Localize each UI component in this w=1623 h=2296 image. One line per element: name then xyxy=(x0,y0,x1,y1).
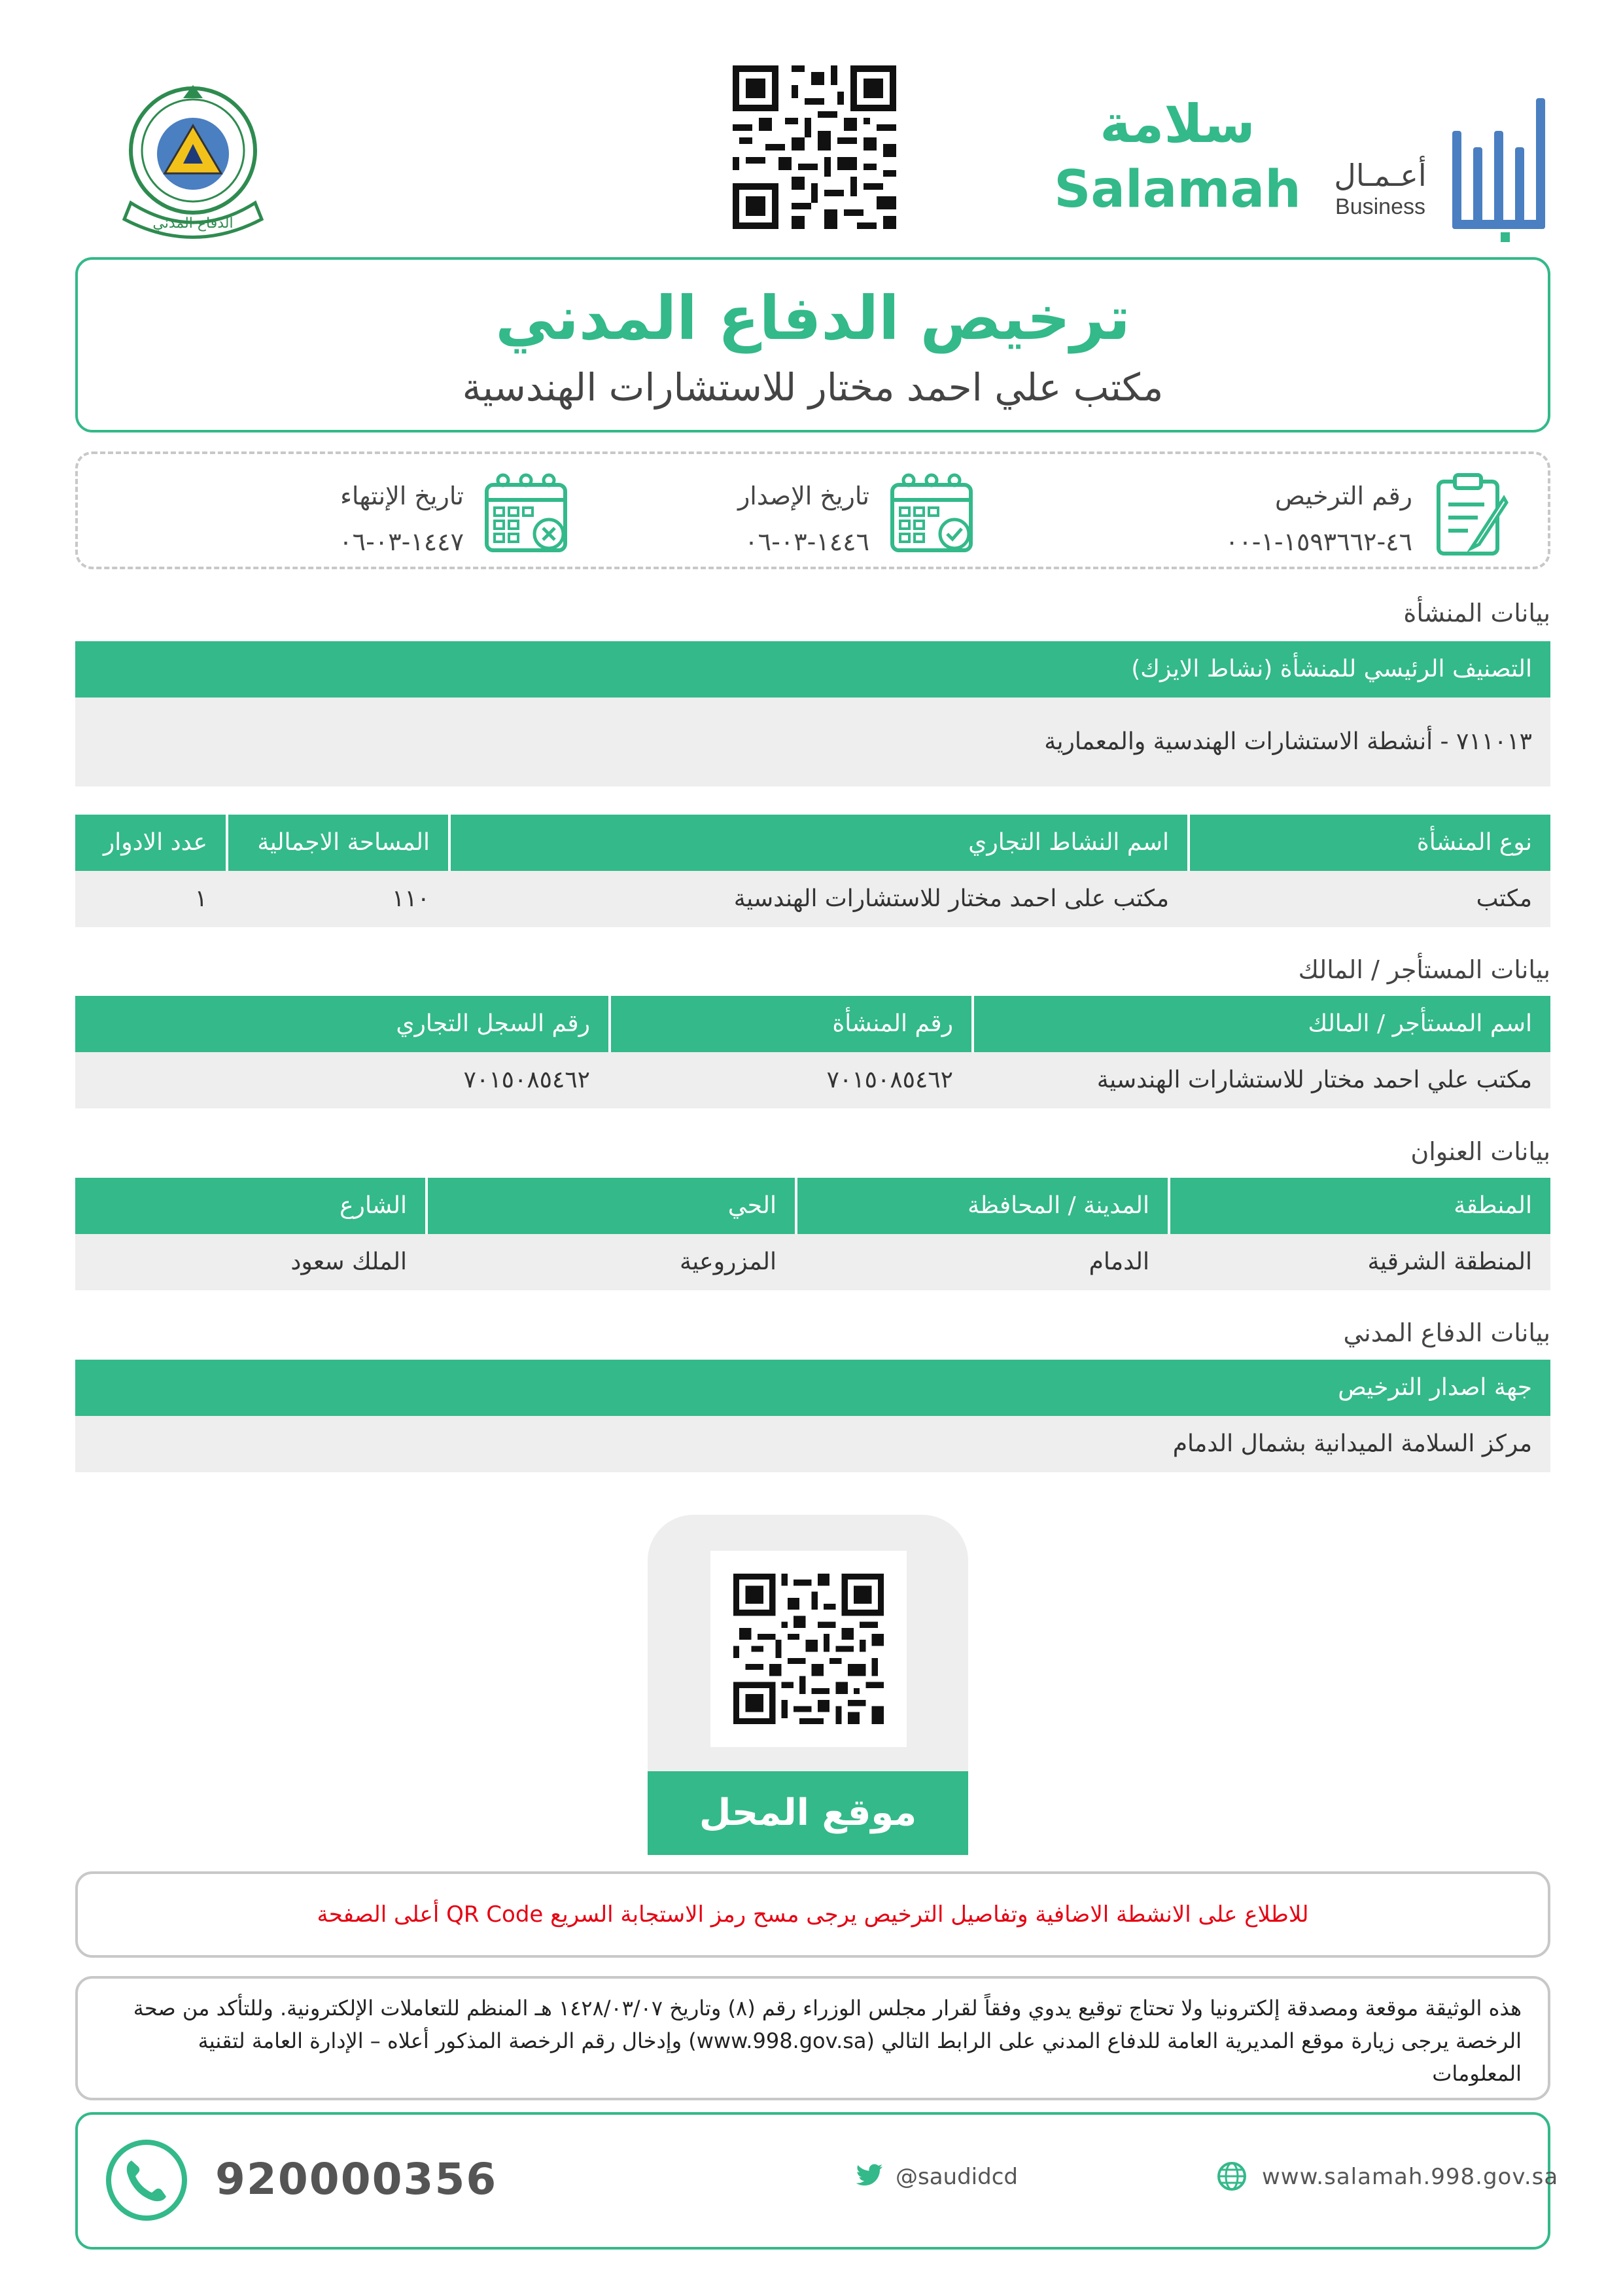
legal-disclaimer: هذه الوثيقة موقعة ومصدقة إلكترونيا ولا تحتاج توقيع يدوي وفقاً لقرار مجلس الوزراء رقم (٨) وتاريخ ١٤٢٨/٠٣/٠٧ هـ المنظم للتعاملات الإلكترونية. وللتأكد من صحة الرخصة يرجى زيارة موقع المديرية العامة للدفاع المدني على الرابط التالي (www.998.gov.sa) وإدخال رقم الرخصة المذكور أعلاه – الإدارة العامة لتقنية المعلومات xyxy=(75,1976,1550,2100)
license-number-item xyxy=(1092,454,1543,572)
issuing-authority-header: جهة اصدار الترخيص xyxy=(1338,1374,1532,1401)
location-label[interactable]: موقع المحل xyxy=(648,1771,968,1855)
region-value: المنطقة الشرقية xyxy=(1367,1248,1532,1275)
license-info-box xyxy=(75,451,1550,569)
floors-header: عدد الادوار xyxy=(103,829,207,856)
civil-defense-table xyxy=(75,1360,1550,1472)
table-header xyxy=(75,641,1550,698)
business-label xyxy=(1328,157,1433,220)
phone-number[interactable]: 920000356 xyxy=(215,2154,498,2204)
table-header xyxy=(75,1178,1550,1234)
table-row xyxy=(75,698,1550,786)
calendar-x-icon xyxy=(480,468,572,560)
city-value: الدمام xyxy=(1089,1248,1149,1275)
owner-table xyxy=(75,996,1550,1108)
issuing-authority-value: مركز السلامة الميدانية بشمال الدمام xyxy=(1172,1430,1532,1457)
absher-logo-icon xyxy=(1446,85,1557,242)
business-label-en: Business xyxy=(1335,194,1425,219)
business-label-ar: أعـمـال xyxy=(1334,158,1427,193)
contact-footer xyxy=(75,2112,1559,2250)
street-header: الشارع xyxy=(340,1192,407,1219)
classification-header: التصنيف الرئيسي للمنشأة (نشاط الايزك) xyxy=(1131,656,1532,682)
region-header: المنطقة xyxy=(1168,1178,1550,1234)
civil-defense-section-title: بيانات الدفاع المدني xyxy=(1343,1318,1550,1347)
facility-type-value: مكتب xyxy=(1476,885,1532,912)
issue-date-value: ١٤٤٦-٠٣-٠٦ xyxy=(744,527,869,556)
license-title-box xyxy=(75,257,1550,433)
license-title: ترخيص الدفاع المدني xyxy=(495,283,1130,353)
facility-table xyxy=(75,815,1550,927)
district-value: المزروعية xyxy=(679,1248,777,1275)
address-table xyxy=(75,1178,1550,1290)
calendar-check-icon xyxy=(886,468,977,560)
classification-value: ٧١١٠١٣ - أنشطة الاستشارات الهندسية والمعمارية xyxy=(1044,728,1532,755)
svg-text:الدفاع المدني: الدفاع المدني xyxy=(152,215,234,232)
city-header: المدينة / المحافظة xyxy=(795,1178,1168,1234)
floors-value: ١ xyxy=(194,885,207,912)
clipboard-icon xyxy=(1425,468,1517,560)
qr-code-icon[interactable] xyxy=(733,1574,884,1724)
salamah-logo-en: Salamah xyxy=(1054,160,1301,219)
qr-notice: للاطلاع على الانشطة الاضافية وتفاصيل الترخيص يرجى مسح رمز الاستجابة السريع QR Code أعلى الصفحة xyxy=(75,1871,1550,1958)
street-value: الملك سعود xyxy=(290,1248,407,1275)
total-area-header: المساحة الاجمالية xyxy=(226,815,448,871)
activity-name-value: مكتب على احمد مختار للاستشارات الهندسية xyxy=(733,885,1169,912)
owner-section-title: بيانات المستأجر / المالك xyxy=(1298,955,1550,984)
commercial-register-value: ٧٠١٥٠٨٥٤٦٢ xyxy=(463,1067,590,1093)
table-header xyxy=(75,996,1550,1052)
salamah-logo xyxy=(1047,92,1308,222)
district-header: الحي xyxy=(425,1178,795,1234)
license-number-label: رقم الترخيص xyxy=(1275,482,1412,510)
expiry-date-item xyxy=(176,454,608,572)
classification-table xyxy=(75,641,1550,786)
twitter-icon xyxy=(855,2161,884,2189)
facility-type-header: نوع المنشأة xyxy=(1187,815,1550,871)
location-qr[interactable] xyxy=(710,1551,907,1747)
globe-icon xyxy=(1216,2161,1248,2192)
address-section-title: بيانات العنوان xyxy=(1410,1137,1550,1166)
table-header xyxy=(75,1360,1550,1416)
salamah-logo-ar: سلامة xyxy=(1100,94,1255,154)
owner-name-header: اسم المستأجر / المالك xyxy=(971,996,1550,1052)
facility-number-value: ٧٠١٥٠٨٥٤٦٢ xyxy=(826,1067,953,1093)
qr-code-icon[interactable] xyxy=(733,65,896,229)
issue-date-item xyxy=(654,454,1079,572)
license-number-value: ٤٦-١٥٩٣٦٦٢-١-٠٠ xyxy=(1225,527,1412,556)
table-row xyxy=(75,871,1550,927)
table-row xyxy=(75,1052,1550,1108)
table-header xyxy=(75,815,1550,871)
activity-name-header: اسم النشاط التجاري xyxy=(448,815,1187,871)
phone-icon xyxy=(104,2138,189,2223)
expiry-date-value: ١٤٤٧-٠٣-٠٦ xyxy=(339,527,464,556)
commercial-register-header: رقم السجل التجاري xyxy=(396,1010,590,1037)
facility-name-title: مكتب علي احمد مختار للاستشارات الهندسية xyxy=(462,365,1164,410)
twitter-handle[interactable]: @saudidcd xyxy=(896,2164,1018,2190)
owner-name-value: مكتب علي احمد مختار للاستشارات الهندسية xyxy=(1096,1067,1532,1093)
total-area-value: ١١٠ xyxy=(391,885,430,912)
website-link[interactable]: www.salamah.998.gov.sa xyxy=(1262,2164,1559,2190)
issue-date-label: تاريخ الإصدار xyxy=(737,482,869,510)
facility-section-title: بيانات المنشأة xyxy=(1403,599,1550,627)
facility-number-header: رقم المنشأة xyxy=(608,996,971,1052)
civil-defense-emblem-icon xyxy=(105,72,281,242)
location-card[interactable] xyxy=(648,1515,968,1855)
table-row xyxy=(75,1416,1550,1472)
table-row xyxy=(75,1234,1550,1290)
expiry-date-label: تاريخ الإنتهاء xyxy=(340,482,464,510)
